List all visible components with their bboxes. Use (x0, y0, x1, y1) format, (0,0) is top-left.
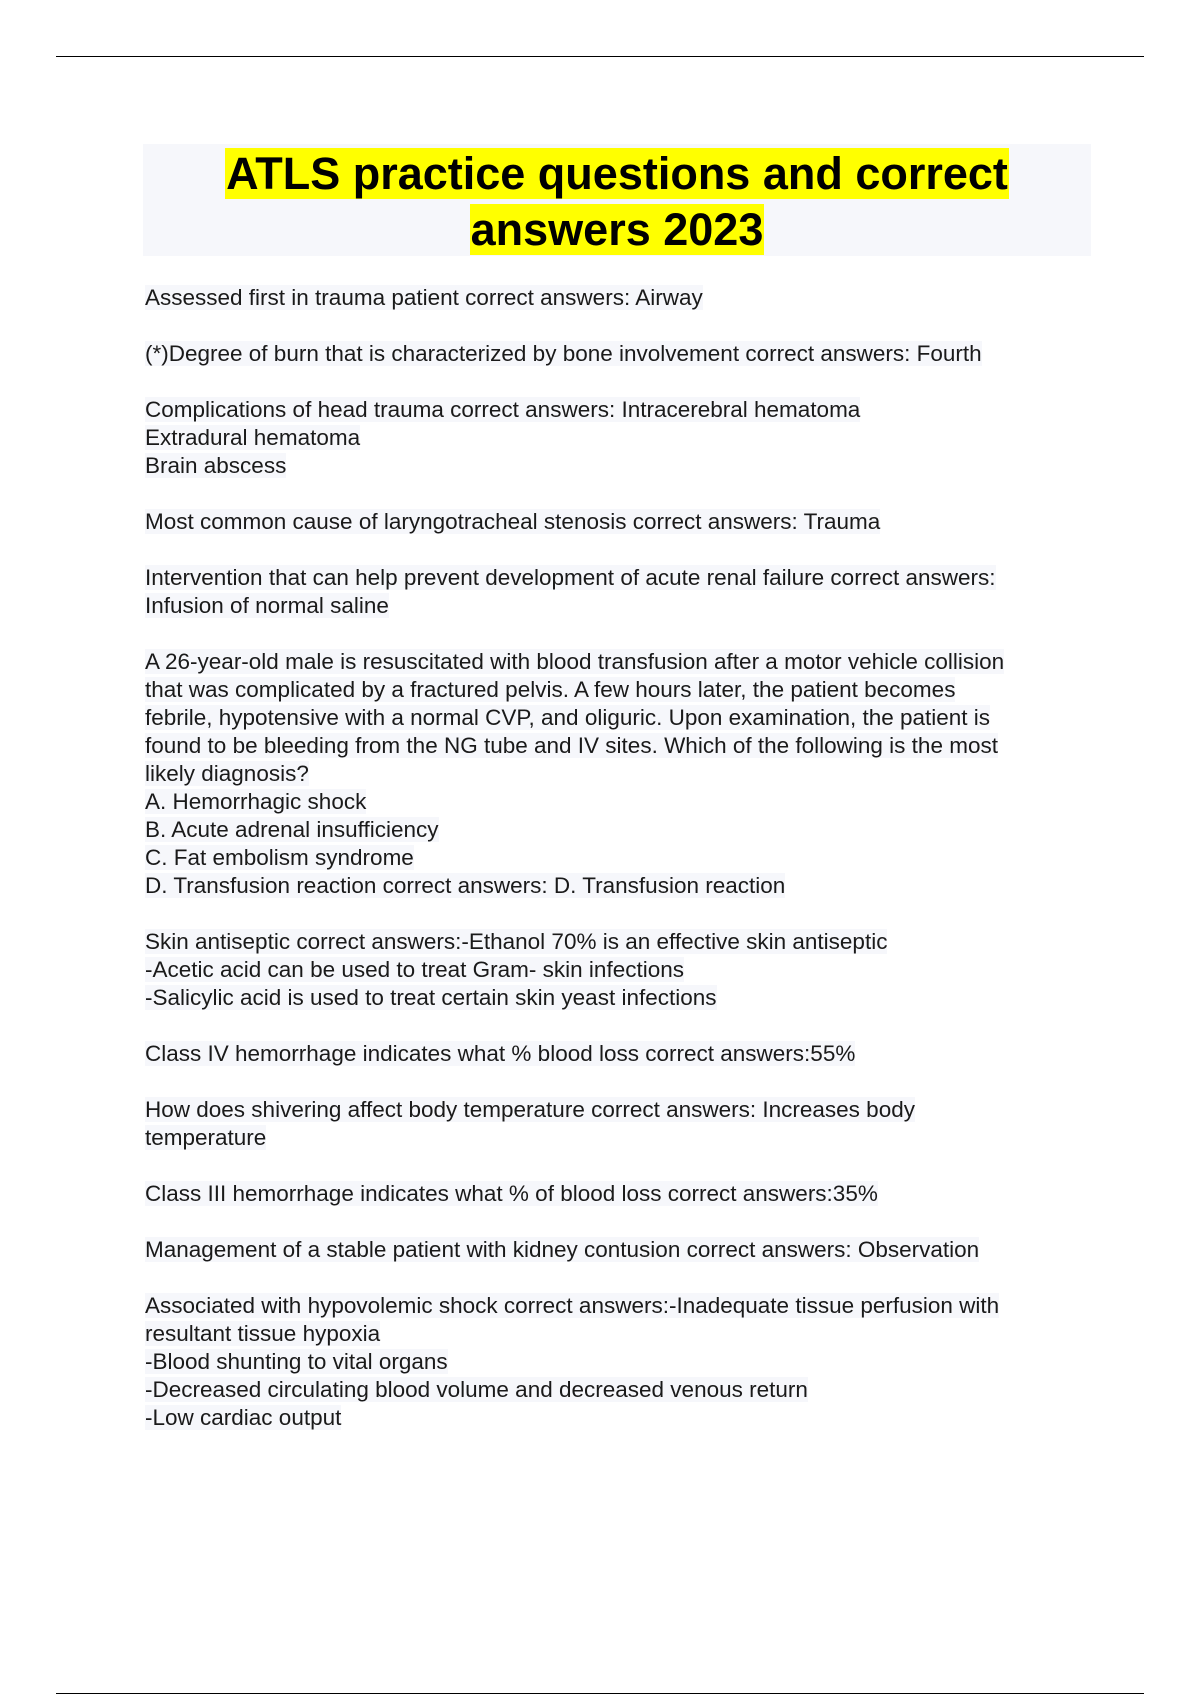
qa-line (145, 984, 1105, 1012)
qa-line (145, 284, 1105, 312)
qa-text: C. Fat embolism syndrome (145, 845, 414, 870)
qa-text: Assessed first in trauma patient correct answers: Airway (145, 285, 703, 310)
qa-line (145, 592, 1105, 620)
qa-line (145, 844, 1105, 872)
qa-line (145, 1096, 1105, 1124)
qa-text: Associated with hypovolemic shock correct answers:-Inadequate tissue perfusion with (145, 1293, 1000, 1318)
qa-line (145, 452, 1105, 480)
qa-line (145, 1404, 1105, 1432)
qa-text: Infusion of normal saline (145, 593, 389, 618)
top-rule (56, 56, 1144, 57)
qa-text: Class IV hemorrhage indicates what % blood loss correct answers:55% (145, 1041, 856, 1066)
qa-line (145, 1180, 1105, 1208)
qa-item (145, 340, 1105, 368)
qa-line (145, 340, 1105, 368)
qa-line (145, 424, 1105, 452)
qa-line (145, 1292, 1105, 1320)
qa-item (145, 928, 1105, 1012)
qa-item (145, 284, 1105, 312)
qa-line (145, 564, 1105, 592)
qa-line (145, 956, 1105, 984)
qa-text: (*)Degree of burn that is characterized by bone involvement correct answers: Fourth (145, 341, 982, 366)
title-line-2: answers 2023 (470, 204, 764, 255)
qa-line (145, 1320, 1105, 1348)
qa-item (145, 1040, 1105, 1068)
qa-text: B. Acute adrenal insufficiency (145, 817, 439, 842)
qa-text: -Low cardiac output (145, 1405, 342, 1430)
qa-line (145, 788, 1105, 816)
qa-line (145, 676, 1105, 704)
qa-text: Intervention that can help prevent development of acute renal failure correct answers: (145, 565, 996, 590)
page-title (143, 144, 1091, 258)
qa-text: D. Transfusion reaction correct answers: D. Transfusion reaction (145, 873, 786, 898)
qa-line (145, 1040, 1105, 1068)
qa-item (145, 648, 1105, 900)
title-line-1: ATLS practice questions and correct (226, 148, 1008, 199)
title-block (143, 144, 1091, 256)
qa-text: How does shivering affect body temperature correct answers: Increases body (145, 1097, 915, 1122)
bottom-rule (56, 1693, 1144, 1694)
qa-item (145, 1236, 1105, 1264)
qa-line (145, 760, 1105, 788)
qa-line (145, 928, 1105, 956)
qa-item (145, 1180, 1105, 1208)
qa-text: -Decreased circulating blood volume and decreased venous return (145, 1377, 808, 1402)
qa-text: that was complicated by a fractured pelvis. A few hours later, the patient becomes (145, 677, 956, 702)
qa-text: temperature (145, 1125, 267, 1150)
qa-text: Skin antiseptic correct answers:-Ethanol 70% is an effective skin antiseptic (145, 929, 888, 954)
qa-text: Brain abscess (145, 453, 287, 478)
qa-text: Management of a stable patient with kidney contusion correct answers: Observation (145, 1237, 980, 1262)
qa-text: A. Hemorrhagic shock (145, 789, 367, 814)
qa-item (145, 1292, 1105, 1432)
qa-text: found to be bleeding from the NG tube and IV sites. Which of the following is the most (145, 733, 998, 758)
qa-text: likely diagnosis? (145, 761, 309, 786)
qa-text: febrile, hypotensive with a normal CVP, and oliguric. Upon examination, the patient is (145, 705, 991, 730)
qa-line (145, 1124, 1105, 1152)
qa-text: Most common cause of laryngotracheal stenosis correct answers: Trauma (145, 509, 881, 534)
qa-line (145, 872, 1105, 900)
qa-text: -Acetic acid can be used to treat Gram- skin infections (145, 957, 684, 982)
qa-text: -Blood shunting to vital organs (145, 1349, 448, 1374)
qa-line (145, 816, 1105, 844)
qa-item (145, 1096, 1105, 1152)
qa-line (145, 396, 1105, 424)
qa-text: Extradural hematoma (145, 425, 361, 450)
qa-item (145, 396, 1105, 480)
qa-line (145, 1376, 1105, 1404)
qa-line (145, 648, 1105, 676)
qa-line (145, 704, 1105, 732)
qa-item (145, 508, 1105, 536)
qa-line (145, 1236, 1105, 1264)
qa-text: Complications of head trauma correct answers: Intracerebral hematoma (145, 397, 861, 422)
qa-line (145, 508, 1105, 536)
qa-list (145, 284, 1105, 1460)
qa-item (145, 564, 1105, 620)
qa-text: -Salicylic acid is used to treat certain skin yeast infections (145, 985, 717, 1010)
qa-text: A 26-year-old male is resuscitated with blood transfusion after a motor vehicle collision (145, 649, 1005, 674)
qa-line (145, 1348, 1105, 1376)
qa-line (145, 732, 1105, 760)
qa-text: resultant tissue hypoxia (145, 1321, 381, 1346)
qa-text: Class III hemorrhage indicates what % of blood loss correct answers:35% (145, 1181, 878, 1206)
